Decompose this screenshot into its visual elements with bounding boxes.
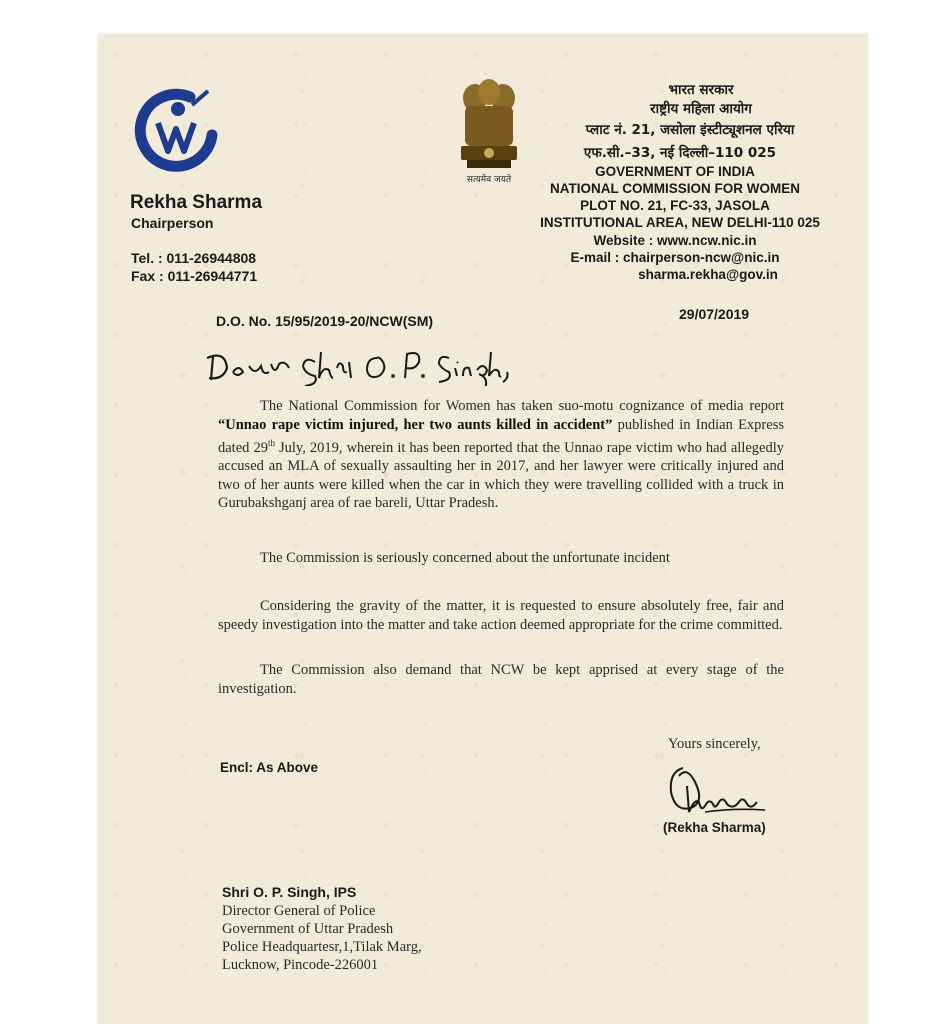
- body-p1-part-c: July, 2019, wherein it has been reported that the Unnao rape victim who had allegedly accused an MLA of sexually assaulting her in 2017, and her lawyer were critically injured and two of her aunts were killed when the car in which they were travelling collided with a truck in Gurubakshganj area of rae bareli, Uttar Pradesh.: [218, 439, 784, 512]
- sender-fax: Fax : 011-26944771: [131, 268, 258, 284]
- news-headline: “Unnao rape victim injured, her two aunts killed in accident”: [218, 416, 613, 433]
- recipient-line-4: Lucknow, Pincode-226001: [222, 957, 379, 973]
- recipient-line-3: Police Headquartesr,1,Tilak Marg,: [222, 939, 422, 955]
- header-email-2: sharma.rekha@gov.in: [638, 267, 778, 282]
- sender-tel: Tel. : 011-26944808: [131, 250, 257, 266]
- body-paragraph-2: The Commission is seriously concerned about the unfortunate incident: [260, 550, 670, 566]
- header-english-3: PLOT NO. 21, FC-33, JASOLA: [580, 198, 770, 213]
- recipient-name: Shri O. P. Singh, IPS: [222, 884, 357, 900]
- recipient-line-2: Government of Uttar Pradesh: [222, 921, 394, 937]
- body-p1-part-b: published in Indian Express dated 29: [218, 416, 784, 456]
- header-website: Website : www.ncw.nic.in: [593, 233, 757, 248]
- header-english-2: NATIONAL COMMISSION FOR WOMEN: [550, 181, 800, 196]
- closing-text: Yours sincerely,: [668, 736, 761, 752]
- body-paragraph-4: The Commission also demand that NCW be kept apprised at every stage of the investigation.: [218, 662, 784, 697]
- header-hindi-1: भारत सरकार: [668, 82, 734, 98]
- body-paragraph-3: Considering the gravity of the matter, it is requested to ensure absolutely free, fair and speedy investigation into the matter and take action deemed appropriate for the crime committed.: [218, 598, 784, 633]
- header-hindi-2: राष्ट्रीय महिला आयोग: [650, 101, 752, 117]
- header-hindi-4: एफ.सी.–33, नई दिल्ली–110 025: [583, 145, 777, 161]
- recipient-line-1: Director General of Police: [222, 903, 376, 919]
- header-email-1: E-mail : chairperson-ncw@nic.in: [570, 250, 780, 265]
- letter-date: 29/07/2019: [679, 306, 750, 322]
- ncw-logo-icon: [128, 85, 220, 177]
- header-hindi-3: प्लाट नं. 21, जसोला इंस्टीट्यूशनल एरिया: [585, 122, 795, 138]
- sender-name: Rekha Sharma: [130, 192, 263, 213]
- handwritten-signature: [665, 762, 775, 820]
- body-p1-part-a: The National Commission for Women has taken suo-motu cognizance of media report: [260, 398, 784, 414]
- signatory-name: (Rekha Sharma): [663, 820, 766, 835]
- reference-number: D.O. No. 15/95/2019-20/NCW(SM): [216, 313, 434, 329]
- emblem-motto: सत्यमेव जयते: [466, 175, 512, 185]
- enclosure-note: Encl: As Above: [220, 760, 319, 775]
- body-paragraph-1: [218, 397, 784, 513]
- header-english-1: GOVERNMENT OF INDIA: [595, 164, 755, 179]
- handwritten-salutation: [205, 348, 525, 386]
- sender-title: Chairperson: [131, 215, 214, 231]
- date-suffix: th: [267, 438, 275, 448]
- header-english-4: INSTITUTIONAL AREA, NEW DELHI-110 025: [540, 215, 820, 230]
